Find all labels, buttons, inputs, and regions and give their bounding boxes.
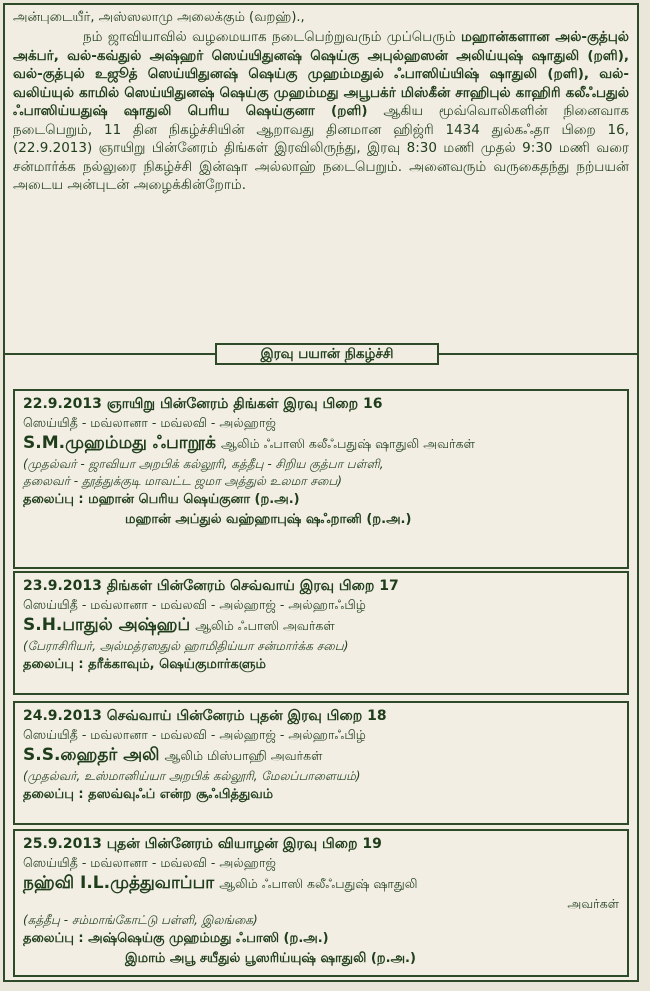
speaker-row	[23, 431, 619, 456]
speaker-affiliation: (பேராசிரியர், அல்மத்ரஸதுல் ஹாமிதிய்யா சன்மார்க்க சபை)	[23, 639, 349, 653]
intro-bold-names: மஹான்களான அல்-குத்புல் அக்பர், வல்-கவ்துல் அஷ்ஹர் ஸெய்யிதுனஷ் ஷெய்கு அபுல்ஹஸன் அலிய்யுஷ் ஷாதுலி (றளி), வல்-குத்புல் உஜூத் ஸெய்யிதுனஷ் ஷெய்கு முஹம்மதுல் ஃபாஸிய்யிஷ் ஷாதுலி (றளி), வல்-வலிய்யுல் காமில் ஸெய்யிதுனஷ் ஷெய்கு முஹம்மது அபூபக்ர் மிஸ்கீன் சாஹிபுல் காஹிரி கலீஃபதுல் ஃபாஸிய்யதுஷ் ஷாதுலி பெரிய ஷெய்குனா (றளி)	[13, 29, 629, 119]
event-topic-second: மஹான் அப்துல் வஹ்ஹாபுஷ் ஷஃறானி (ற.அ.)	[125, 512, 412, 527]
event-card	[13, 701, 629, 825]
intro-section	[5, 5, 637, 195]
event-card	[13, 389, 629, 569]
event-date: 24.9.2013 செவ்வாய் பின்னேரம் புதன் இரவு பிறை 18	[23, 708, 387, 724]
speaker-name: S.M.முஹம்மது ஃபாறூக்	[23, 433, 216, 453]
event-honorific: ஸெய்யிதீ - மவ்லானா - மவ்லவி - அல்ஹாஜ் - அல்ஹாஃபிழ்	[23, 727, 366, 742]
intro-rest: ஆகிய மூவ்வொலிகளின் நினைவாக நடைபெறும், 11 தின நிகழ்ச்சியின் ஆறாவது தினமான ஹிஜ்ரி 1434 துல்கஃதா பிறை 16, (22.9.2013) ஞாயிறு பின்னேரம் திங்கள் இரவிலிருந்து, இரவு 8:30 மணி முதல் 9:30 மணி வரை சன்மார்க்க நல்லுரை நிகழ்ச்சி இன்ஷா அல்லாஹ் நடைபெறும். அனைவரும் வருகைதந்து நற்பயன் அடைய அன்புடன் அழைக்கின்றோம்.	[13, 103, 629, 193]
speaker-affiliation: (முதல்வர் - ஜாவியா அறபிக் கல்லூரி, கத்தீபு - சிறிய குத்பா பள்ளி,	[23, 457, 384, 471]
event-topic: தலைப்பு : அஷ்ஷெய்கு முஹம்மது ஃபாஸி (ற.அ.)	[23, 931, 329, 946]
speaker-title: ஆலிம் ஃபாஸி கலீஃபதுஷ் ஷாதுலி அவர்கள்	[221, 436, 475, 451]
intro-line1: நம் ஜாவியாவில் வழமையாக நடைபெற்றுவரும் முப்பெரும்	[83, 29, 456, 45]
speaker-title: ஆலிம் ஃபாஸி கலீஃபதுஷ் ஷாதுலி	[219, 876, 418, 891]
event-topic: தலைப்பு : தரீக்காவும், ஷெய்குமார்களும்	[23, 657, 267, 672]
speaker-title: ஆலிம் மிஸ்பாஹி அவர்கள்	[164, 748, 323, 763]
speaker-row	[23, 871, 619, 896]
event-topic: தலைப்பு : தஸவ்வுஃப் என்ற சூஃபித்துவம்	[23, 787, 274, 802]
event-honorific: ஸெய்யிதீ - மவ்லானா - மவ்லவி - அல்ஹாஜ்	[23, 855, 276, 870]
event-honorific: ஸெய்யிதீ - மவ்லானா - மவ்லவி - அல்ஹாஜ்	[23, 415, 276, 430]
speaker-affiliation: (முதல்வர், உஸ்மானிய்யா அறபிக் கல்லூரி, மேலப்பாளையம்)	[23, 769, 361, 783]
notice-page	[3, 3, 639, 982]
event-topic-second: இமாம் அபூ சயீதுல் பூஸரிய்யுஷ் ஷாதுலி (ற.அ.)	[125, 951, 416, 966]
speaker-affiliation: (கத்தீபு - சம்மாங்கோட்டு பள்ளி, இலங்கை)	[23, 913, 258, 927]
speaker-title-end: அவர்கள்	[567, 896, 619, 911]
event-honorific: ஸெய்யிதீ - மவ்லானா - மவ்லவி - அல்ஹாஜ் - அல்ஹாஃபிழ்	[23, 597, 366, 612]
speaker-affiliation: தலைவர் - தூத்துக்குடி மாவட்ட ஜமா அத்துல் உலமா சபை)	[23, 474, 342, 488]
speaker-row	[23, 613, 619, 638]
event-card	[13, 571, 629, 695]
speaker-name: நஹ்வி I.L.முத்துவாப்பா	[23, 873, 215, 893]
intro-paragraph	[13, 28, 629, 195]
greeting: அன்புடையீர், அஸ்ஸலாமு அலைக்கும் (வறஹ்).,	[13, 10, 305, 25]
speaker-title: ஆலிம் ஃபாஸி அவர்கள்	[195, 618, 335, 633]
event-date: 22.9.2013 ஞாயிறு பின்னேரம் திங்கள் இரவு பிறை 16	[23, 396, 383, 412]
speaker-name: S.S.ஹைதர் அலி	[23, 745, 160, 765]
event-date: 23.9.2013 திங்கள் பின்னேரம் செவ்வாய் இரவு பிறை 17	[23, 578, 399, 594]
event-topic: தலைப்பு : மஹான் பெரிய ஷெய்குனா (ற.அ.)	[23, 492, 300, 507]
speaker-name: S.H.பாதுல் அஷ்ஹப்	[23, 615, 191, 635]
speaker-row	[23, 743, 619, 768]
section-title: இரவு பயான் நிகழ்ச்சி	[215, 343, 439, 365]
event-date: 25.9.2013 புதன் பின்னேரம் வியாழன் இரவு பிறை 19	[23, 836, 382, 852]
event-card	[13, 829, 629, 977]
section-divider	[5, 346, 637, 377]
